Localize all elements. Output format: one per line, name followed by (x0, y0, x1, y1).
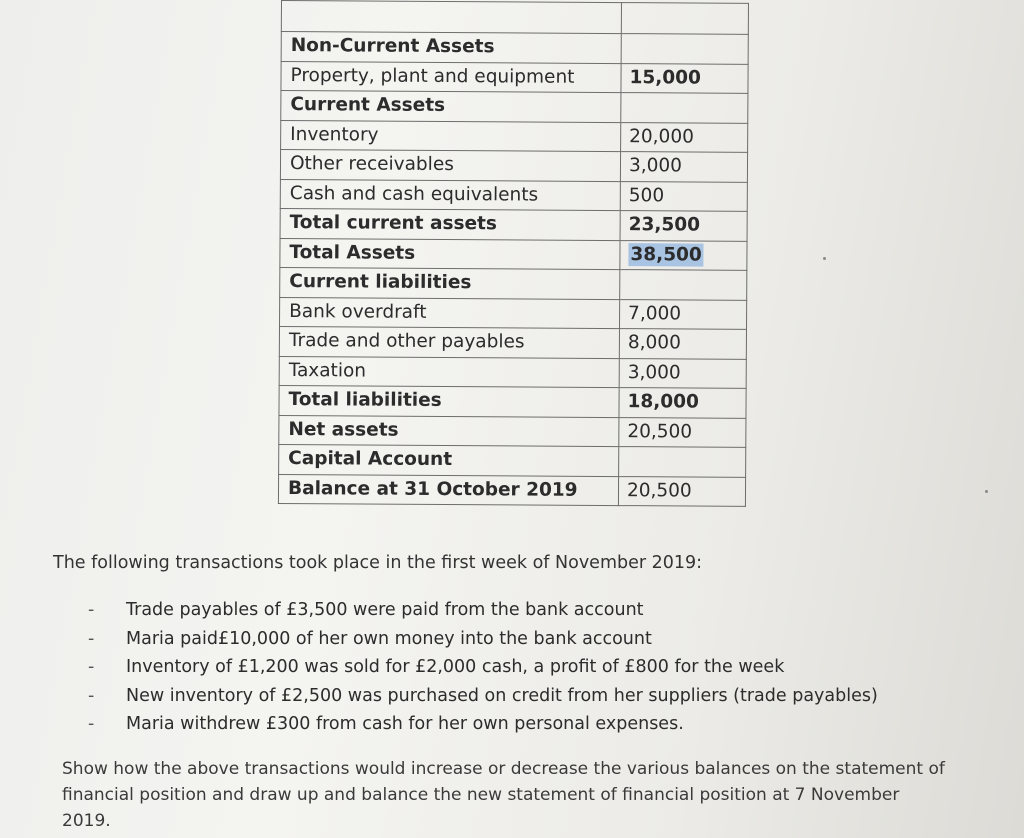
question-text: Show how the above transactions would increase or decrease the various balances on the statement of financial position and draw up and balance the new statement of financial position at 7 November 2019. (62, 759, 945, 831)
row-value: 3,000 (620, 152, 747, 182)
bullet-dash: - (88, 657, 95, 677)
row-label: Cash and cash equivalents (280, 179, 620, 211)
highlighted-value: 38,500 (628, 243, 704, 266)
sheet-row (280, 150, 747, 182)
sheet-row (279, 444, 746, 476)
transaction-text: Inventory of £1,200 was sold for £2,000 cash, a profit of £800 for the week (126, 657, 785, 677)
row-value (621, 93, 748, 123)
decorative-speck (823, 257, 826, 260)
sheet-row (279, 385, 746, 417)
sheet-row (280, 297, 747, 329)
statement-of-financial-position (278, 0, 749, 507)
row-value (620, 270, 747, 300)
row-value (621, 3, 748, 35)
transaction-text: Maria paid£10,000 of her own money into the bank account (126, 628, 652, 649)
row-value: 7,000 (619, 299, 746, 329)
row-label (281, 1, 621, 34)
sheet-row (281, 120, 748, 152)
sheet-row (279, 415, 746, 447)
row-label: Net assets (279, 415, 619, 447)
row-label: Non-Current Assets (281, 32, 621, 64)
row-value: 23,500 (620, 211, 747, 241)
sheet-row (281, 1, 748, 35)
sheet-row (279, 356, 746, 388)
row-value: 20,500 (618, 476, 745, 506)
sheet-row (280, 208, 747, 240)
row-label: Trade and other payables (279, 326, 619, 358)
sheet-row (280, 179, 747, 211)
row-label: Total current assets (280, 208, 620, 240)
row-value: 500 (620, 181, 747, 211)
sheet-row (280, 267, 747, 299)
bullet-dash: - (88, 628, 95, 649)
row-label: Total liabilities (279, 385, 619, 417)
row-value (621, 34, 748, 64)
row-label: Total Assets (280, 238, 620, 270)
row-label: Taxation (279, 356, 619, 388)
sheet-row (281, 32, 748, 64)
sheet-row (281, 61, 748, 93)
row-label: Bank overdraft (280, 297, 620, 329)
row-label: Current liabilities (280, 267, 620, 299)
sheet-row (278, 474, 745, 506)
bullet-dash: - (88, 600, 95, 620)
row-value (620, 240, 747, 270)
decorative-speck (985, 490, 988, 493)
row-value: 20,500 (619, 417, 746, 447)
row-value: 3,000 (619, 358, 746, 388)
row-value: 20,000 (621, 122, 748, 152)
row-label: Current Assets (281, 91, 621, 123)
row-value (619, 447, 746, 477)
row-label: Inventory (281, 120, 621, 152)
bullet-dash: - (88, 685, 95, 706)
row-value: 8,000 (619, 329, 746, 359)
sheet-row (279, 326, 746, 358)
bullet-dash: - (88, 714, 95, 734)
row-value: 15,000 (621, 63, 748, 93)
row-value: 18,000 (619, 388, 746, 418)
row-label: Balance at 31 October 2019 (278, 474, 618, 506)
row-label: Other receivables (280, 150, 620, 182)
transaction-text: Trade payables of £3,500 were paid from the bank account (126, 600, 644, 620)
sheet-row (281, 91, 748, 123)
row-label: Capital Account (279, 444, 619, 476)
sheet-row (280, 238, 747, 270)
transaction-text: Maria withdrew £300 from cash for her own personal expenses. (126, 714, 684, 734)
transaction-text: New inventory of £2,500 was purchased on credit from her suppliers (trade payables) (126, 685, 878, 706)
transactions-intro: The following transactions took place in the first week of November 2019: (53, 553, 703, 573)
row-label: Property, plant and equipment (281, 61, 621, 93)
